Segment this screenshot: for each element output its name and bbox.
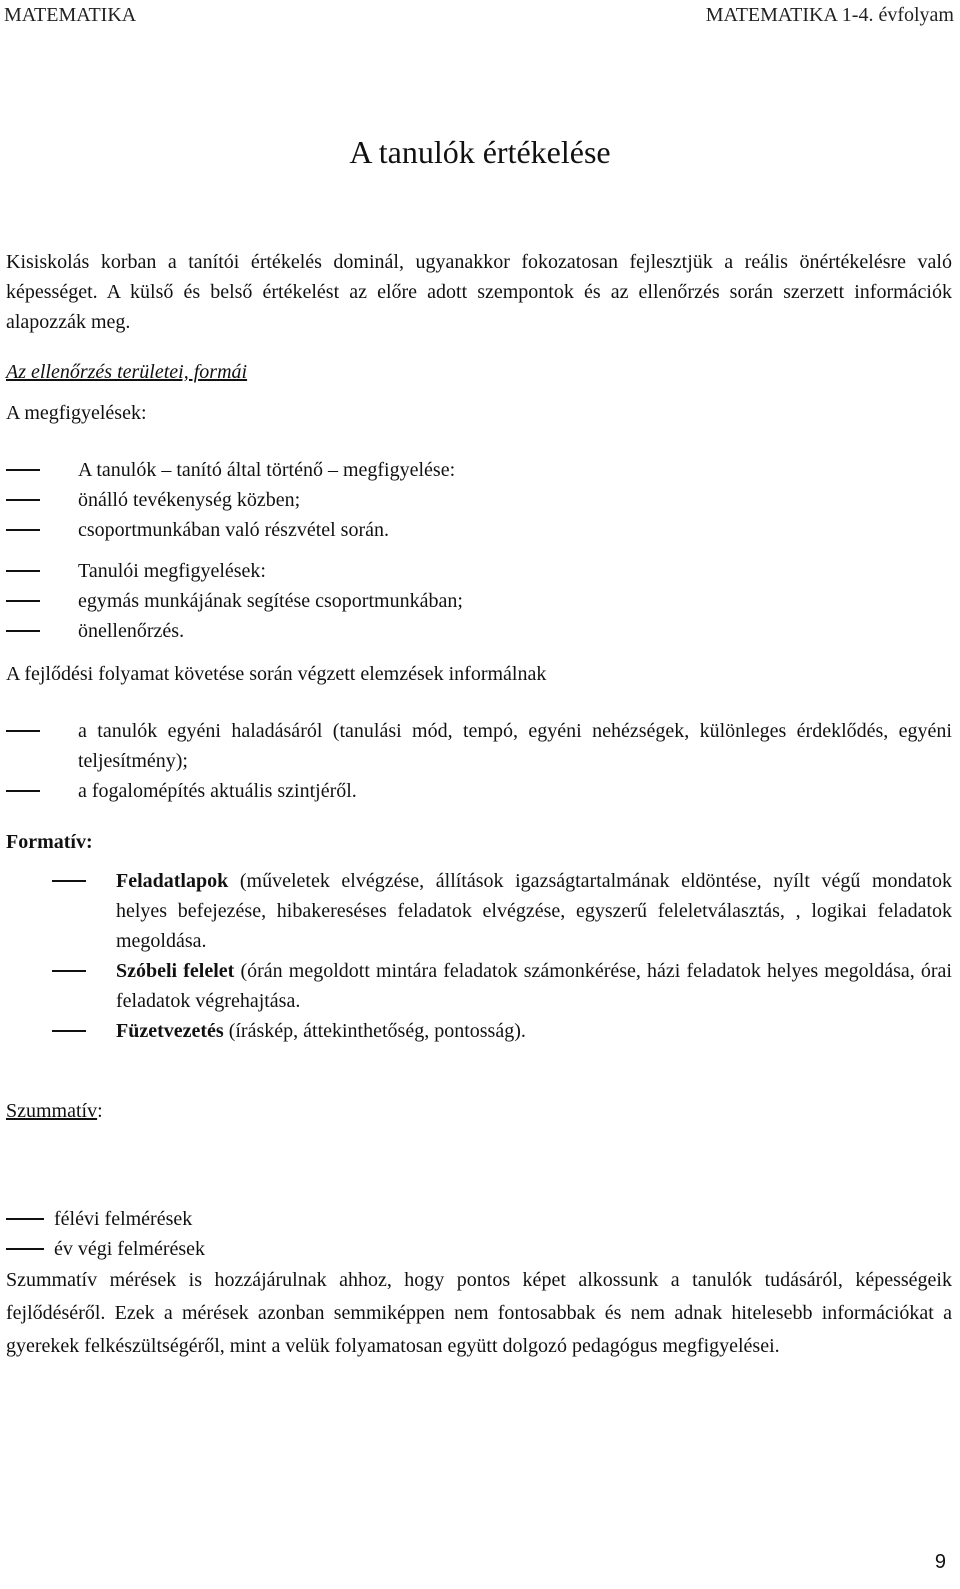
- summative-label: Szummatív:: [6, 1100, 103, 1122]
- list-item: egymás munkájának segítése csoportmunkában;: [6, 586, 952, 616]
- list-item: Feladatlapok (műveletek elvégzése, állítások igazságtartalmának eldöntése, nyílt végű mondatok helyes befejezése, hibakereséses feladatok elvégzése, egyszerű feleletválasztás, , logikai feladatok megoldása.: [6, 866, 952, 956]
- dash-bullet: [52, 970, 86, 972]
- list-item: önellenőrzés.: [6, 616, 952, 646]
- dash-bullet: [52, 880, 86, 882]
- header-left: MATEMATIKA: [4, 4, 137, 26]
- list-item: Füzetvezetés (íráskép, áttekinthetőség, pontosság).: [6, 1016, 952, 1046]
- page-number: 9: [934, 1551, 946, 1573]
- header-right: MATEMATIKA 1-4. évfolyam: [705, 4, 954, 26]
- list-item: félévi felmérések: [6, 1204, 952, 1234]
- dash-bullet: [6, 790, 40, 792]
- dash-bullet: [6, 1248, 44, 1250]
- dash-bullet: [6, 529, 40, 531]
- dash-bullet: [6, 630, 40, 632]
- page-title: A tanulók értékelése: [349, 134, 611, 170]
- summative-paragraph: Szummatív mérések is hozzájárulnak ahhoz, hogy pontos képet alkossunk a tanulók tudásáról, képességeik fejlődéséről. Ezek a mérések azonban semmiképpen nem fontosabbak és nem adnak hitelesebb információkat a gyerekek felkészültségéről, mint a velük folyamatosan együtt dolgozó pedagógus megfigyelései.: [6, 1269, 952, 1357]
- dash-bullet: [6, 730, 40, 732]
- list-item: önálló tevékenység közben;: [6, 485, 952, 515]
- dash-bullet: [6, 499, 40, 501]
- dash-bullet: [6, 469, 40, 471]
- list-item: A tanulók – tanító által történő – megfigyelése:: [6, 455, 952, 485]
- dash-bullet: [6, 1218, 44, 1220]
- list-item: Szóbeli felelet (órán megoldott mintára feladatok számonkérése, házi feladatok helyes megoldása, órai feladatok végrehajtása.: [6, 956, 952, 1016]
- dash-bullet: [6, 600, 40, 602]
- formative-label: Formatív:: [6, 831, 93, 853]
- section-heading: Az ellenőrzés területei, formái: [6, 361, 248, 383]
- dash-bullet: [6, 570, 40, 572]
- list-item: év végi felmérések: [6, 1234, 952, 1264]
- development-text: A fejlődési folyamat követése során végzett elemzések informálnak: [6, 663, 547, 685]
- list-item: a tanulók egyéni haladásáról (tanulási mód, tempó, egyéni nehézségek, különleges érdeklődés, egyéni teljesítmény);: [6, 716, 952, 776]
- page-header: [4, 2, 954, 28]
- intro-paragraph: Kisiskolás korban a tanítói értékelés dominál, ugyanakkor fokozatosan fejlesztjük a reális önértékelésre való képességet. A külső és belső értékelést az előre adott szempontok és az ellenőrzés során szerzett információk alapozzák meg.: [6, 251, 952, 333]
- list-item: csoportmunkában való részvétel során.: [6, 515, 952, 545]
- observations-label: A megfigyelések:: [6, 402, 147, 424]
- list-item: Tanulói megfigyelések:: [6, 556, 952, 586]
- list-item: a fogalomépítés aktuális szintjéről.: [6, 776, 952, 806]
- dash-bullet: [52, 1030, 86, 1032]
